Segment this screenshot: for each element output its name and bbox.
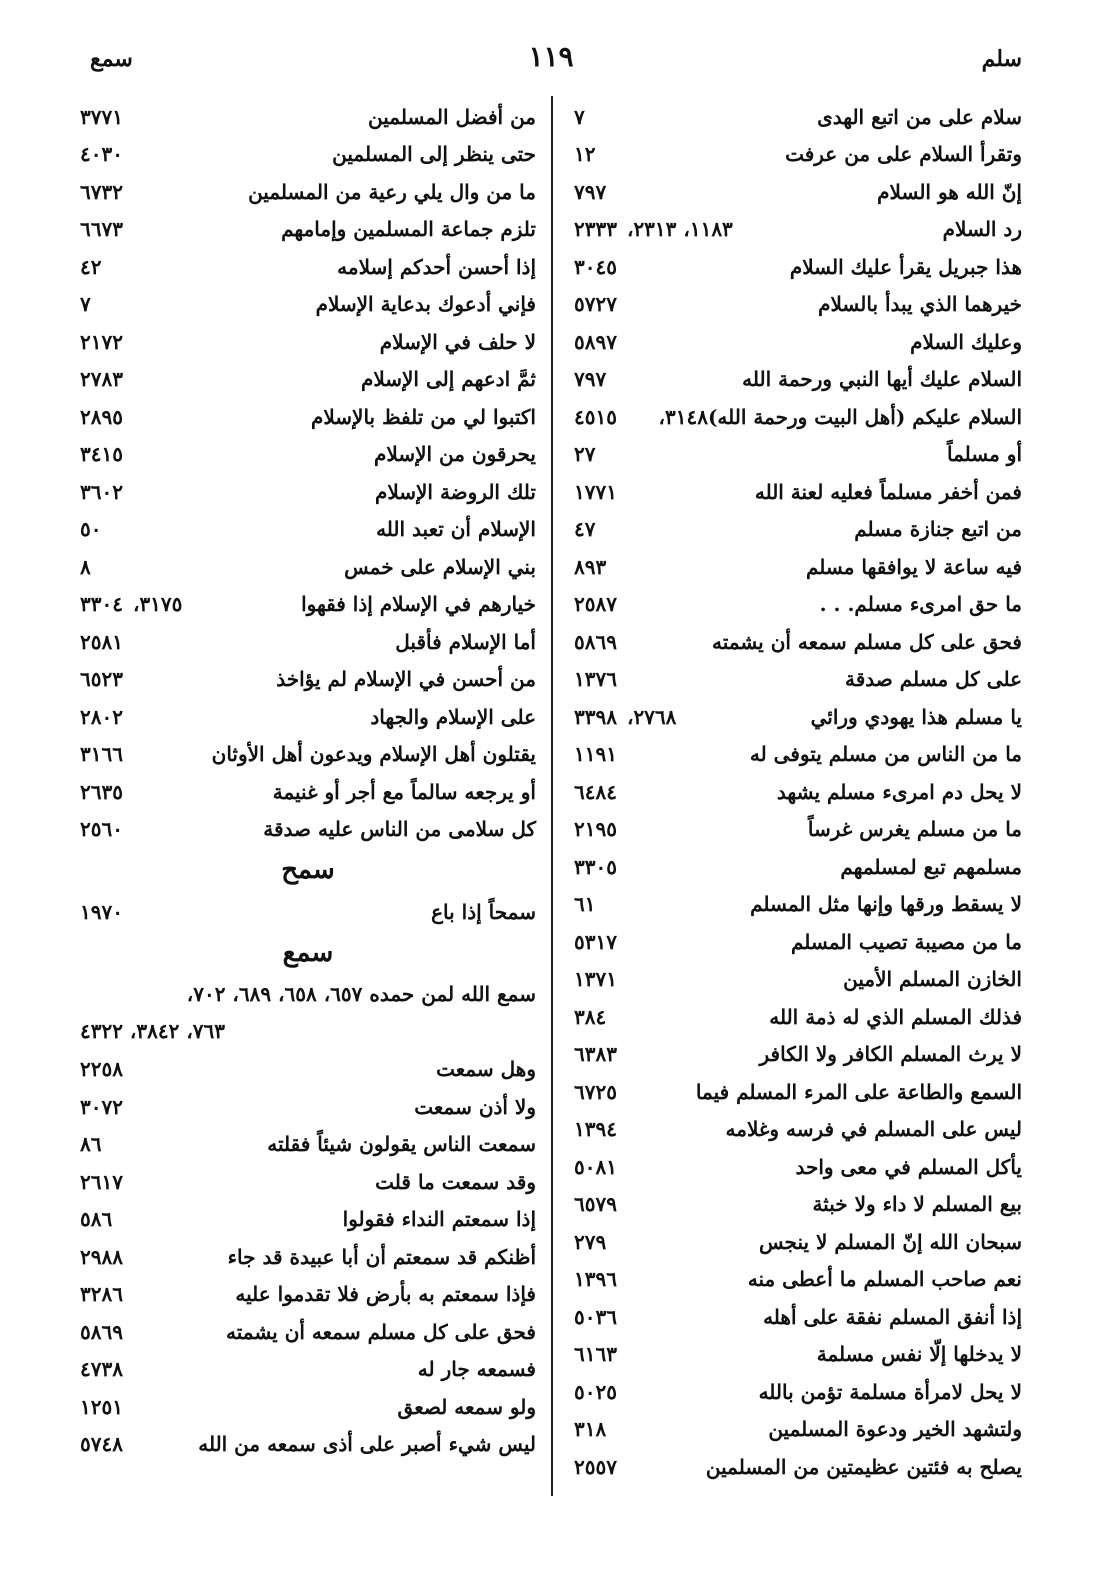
entry-reference-number: ٦٥٢٣ bbox=[80, 667, 123, 692]
index-entry bbox=[80, 248, 536, 286]
entry-text: فإذا سمعتم به بأرض فلا تقدموا عليه bbox=[235, 1282, 536, 1307]
entry-reference-number: ٨٦ bbox=[80, 1132, 102, 1157]
entry-text: الخازن المسلم الأمين bbox=[843, 967, 1022, 992]
entry-text: ولا أذن سمعت bbox=[414, 1094, 536, 1119]
entry-text: على كل مسلم صدقة bbox=[844, 667, 1022, 692]
index-entry bbox=[574, 548, 1022, 586]
entry-reference-number: ٦٤٨٤ bbox=[574, 779, 617, 804]
entry-text: إذا سمعتم النداء فقولوا bbox=[342, 1207, 536, 1232]
entry-text: أو يرجعه سالماً مع أجر أو غنيمة bbox=[272, 779, 536, 804]
entry-reference-number: ٧٩٧ bbox=[574, 179, 607, 204]
index-entry bbox=[574, 1298, 1022, 1336]
index-entry bbox=[574, 886, 1022, 924]
index-entry bbox=[574, 1186, 1022, 1224]
entry-reference-number: ٣٣٩٨ bbox=[574, 704, 617, 729]
index-entry bbox=[574, 1261, 1022, 1299]
index-entry bbox=[80, 511, 536, 549]
index-entry bbox=[574, 173, 1022, 211]
entry-text: لا يسقط ورقها وإنها مثل المسلم bbox=[750, 892, 1022, 917]
entry-reference-number: ٢٥٨٧ bbox=[574, 592, 617, 617]
index-entry bbox=[80, 1351, 536, 1389]
index-entry bbox=[80, 323, 536, 361]
index-entry bbox=[574, 961, 1022, 999]
entry-text: يحرقون من الإسلام bbox=[374, 442, 536, 467]
entry-reference-number: ١٣٩٦ bbox=[574, 1267, 617, 1292]
index-entry bbox=[574, 1036, 1022, 1074]
entry-reference-number: ٥٨٦٩ bbox=[574, 629, 617, 654]
entry-reference-number: ٤٧٣٨ bbox=[80, 1357, 123, 1382]
section-heading-samh: سمح bbox=[281, 855, 335, 885]
left-column bbox=[80, 98, 536, 1463]
index-entry bbox=[80, 548, 536, 586]
entry-reference-number: ٣٢٨٦ bbox=[80, 1282, 123, 1307]
entry-reference-number: ١٧٧١ bbox=[574, 479, 617, 504]
index-entry bbox=[574, 1448, 1022, 1486]
index-entry bbox=[574, 136, 1022, 174]
entry-text: فحق على كل مسلم سمعه أن يشمته bbox=[226, 1319, 536, 1344]
entry-reference-number: ٣١٨ bbox=[574, 1417, 607, 1442]
entry-reference-number: ١٣٧١ bbox=[574, 967, 617, 992]
index-entry bbox=[80, 98, 536, 136]
index-entry bbox=[574, 436, 1022, 474]
index-entry bbox=[574, 736, 1022, 774]
index-entry bbox=[80, 1313, 536, 1351]
entry-reference-number: ٢٦١٧ bbox=[80, 1169, 123, 1194]
index-entry bbox=[80, 1088, 536, 1126]
entry-reference-number: ٣٨٤ bbox=[574, 1004, 607, 1029]
entry-text: ثمَّ ادعهم إلى الإسلام bbox=[360, 367, 536, 392]
index-entry bbox=[574, 1223, 1022, 1261]
index-entry bbox=[80, 436, 536, 474]
entry-text: فسمعه جار له bbox=[417, 1357, 536, 1382]
column-divider bbox=[551, 96, 553, 1496]
entry-reference-number: ٦١ bbox=[574, 892, 596, 917]
entry-reference-number: ٢٣٣٣ bbox=[574, 217, 617, 242]
entry-text: رد السلام bbox=[942, 217, 1022, 242]
entry-text: سمعت الناس يقولون شيئاً فقلته bbox=[267, 1132, 536, 1157]
index-entry bbox=[574, 473, 1022, 511]
left-column-samh-entries bbox=[80, 893, 536, 931]
index-entry bbox=[574, 661, 1022, 699]
entry-text: وهل سمعت bbox=[436, 1057, 536, 1082]
entry-reference-number: ١١٩١ bbox=[574, 742, 617, 767]
entry-text: السمع والطاعة على المرء المسلم فيما bbox=[695, 1079, 1022, 1104]
index-entry bbox=[574, 998, 1022, 1036]
entry-text: سبحان الله إنّ المسلم لا ينجس bbox=[759, 1229, 1022, 1254]
index-entry bbox=[80, 211, 536, 249]
entry-reference-number: ٥٠٣٦ bbox=[574, 1304, 617, 1329]
entry-text: السلام عليكم (أهل البيت ورحمة الله)٣١٤٨، bbox=[658, 404, 1022, 429]
entry-text: مسلمهم تبع لمسلمهم bbox=[840, 854, 1022, 879]
entry-text: أظنكم قد سمعتم أن أبا عبيدة قد جاء bbox=[227, 1244, 536, 1269]
entry-reference-number: ٣٣٠٤ bbox=[80, 592, 123, 617]
page-header bbox=[80, 40, 1022, 80]
entry-reference-number: ٥٠٢٥ bbox=[574, 1379, 617, 1404]
index-entry bbox=[80, 661, 536, 699]
entry-text: تلزم جماعة المسلمين وإمامهم bbox=[281, 217, 536, 242]
entry-reference-number: ٨ bbox=[80, 554, 91, 579]
index-entry bbox=[80, 1126, 536, 1164]
entry-text: حتى ينظر إلى المسلمين bbox=[332, 142, 536, 167]
sami-line-1: سمع الله لمن حمده ٦٥٧، ٦٥٨، ٦٨٩، ٧٠٢، bbox=[186, 981, 536, 1006]
entry-reference-number: ٦٦٧٣ bbox=[80, 217, 123, 242]
entry-reference-number: ٢٨٠٢ bbox=[80, 704, 123, 729]
entry-text: ليس شيء أصبر على أذى سمعه من الله bbox=[198, 1432, 536, 1457]
entry-text: ولتشهد الخير ودعوة المسلمين bbox=[768, 1417, 1022, 1442]
entry-reference-number: ٣٠٧٢ bbox=[80, 1094, 123, 1119]
index-entry bbox=[574, 98, 1022, 136]
index-entry bbox=[80, 398, 536, 436]
entry-reference-number: ٣٤١٥ bbox=[80, 442, 123, 467]
entry-reference-number: ١٣٧٦ bbox=[574, 667, 617, 692]
entry-text: لا يحل لامرأة مسلمة تؤمن بالله bbox=[758, 1379, 1022, 1404]
index-entry bbox=[574, 361, 1022, 399]
index-entry bbox=[80, 473, 536, 511]
entry-reference-number: ٤٢ bbox=[80, 254, 102, 279]
entry-text: يا مسلم هذا يهودي ورائي bbox=[810, 704, 1022, 729]
entry-reference-number: ٧ bbox=[574, 104, 585, 129]
entry-text: ما من الناس من مسلم يتوفى له bbox=[749, 742, 1022, 767]
entry-text: بيع المسلم لا داء ولا خبثة bbox=[812, 1192, 1022, 1217]
index-entry bbox=[80, 1388, 536, 1426]
entry-reference-number: ٤٧ bbox=[574, 517, 596, 542]
entry-extra-refs: ١١٨٣، ٢٣١٣، bbox=[626, 217, 733, 242]
entry-text: بني الإسلام على خمس bbox=[344, 554, 536, 579]
entry-reference-number: ٥٧٢٧ bbox=[574, 292, 617, 317]
entry-reference-number: ٥٨٦ bbox=[80, 1207, 113, 1232]
index-entry bbox=[574, 698, 1022, 736]
entry-text: اكتبوا لي من تلفظ بالإسلام bbox=[310, 404, 536, 429]
entry-text: من اتبع جنازة مسلم bbox=[854, 517, 1022, 542]
index-entry bbox=[574, 1111, 1022, 1149]
entry-text: لا يرث المسلم الكافر ولا الكافر bbox=[759, 1042, 1022, 1067]
entry-text: فيه ساعة لا يوافقها مسلم bbox=[805, 554, 1022, 579]
index-entry bbox=[80, 136, 536, 174]
index-entry bbox=[574, 323, 1022, 361]
entry-text: ما حق امرىء مسلم. . . bbox=[819, 592, 1022, 617]
entry-reference-number: ٦٥٧٩ bbox=[574, 1192, 617, 1217]
index-entry bbox=[80, 698, 536, 736]
page-number: ١١٩ bbox=[528, 40, 574, 73]
entry-text: على الإسلام والجهاد bbox=[370, 704, 536, 729]
entry-reference-number: ٢٥٦٠ bbox=[80, 817, 123, 842]
entry-text: ليس على المسلم في فرسه وغلامه bbox=[725, 1117, 1022, 1142]
entry-text: لا حلف في الإسلام bbox=[379, 329, 536, 354]
entry-reference-number: ٧٩٧ bbox=[574, 367, 607, 392]
index-entry bbox=[574, 848, 1022, 886]
entry-extra-refs: ٢٧٦٨، bbox=[626, 704, 677, 729]
entry-text: كل سلامى من الناس عليه صدقة bbox=[263, 817, 536, 842]
entry-text: أو مسلماً bbox=[946, 442, 1022, 467]
entry-reference-number: ١٢ bbox=[574, 142, 596, 167]
entry-reference-number: ٤٠٣٠ bbox=[80, 142, 123, 167]
entry-text: فمن أخفر مسلماً فعليه لعنة الله bbox=[754, 479, 1022, 504]
entry-reference-number: ١٣٩٤ bbox=[574, 1117, 617, 1142]
entry-reference-number: ٢٩٨٨ bbox=[80, 1244, 123, 1269]
entry-text: وتقرأ السلام على من عرفت bbox=[785, 142, 1022, 167]
index-entry bbox=[80, 361, 536, 399]
index-entry bbox=[574, 586, 1022, 624]
entry-text: لا يدخلها إلّا نفس مسلمة bbox=[816, 1342, 1022, 1367]
entry-text: من أفضل المسلمين bbox=[368, 104, 536, 129]
entry-extra-refs: ٣١٧٥، bbox=[132, 592, 183, 617]
entry-text: وعليك السلام bbox=[910, 329, 1022, 354]
entry-reference-number: ٢١٩٥ bbox=[574, 817, 617, 842]
index-entry bbox=[80, 1163, 536, 1201]
index-entry bbox=[574, 923, 1022, 961]
entry-text: سمحاً إذا باع bbox=[431, 899, 536, 924]
sami-line-2: ٧٦٣، ٣٨٤٢، ٤٣٢٢ bbox=[80, 1019, 226, 1043]
entry-text: السلام عليك أيها النبي ورحمة الله bbox=[742, 367, 1022, 392]
entry-reference-number: ٦٣٨٣ bbox=[574, 1042, 617, 1067]
entry-reference-number: ٢٧٩ bbox=[574, 1229, 607, 1254]
left-column-islam-entries bbox=[80, 98, 536, 848]
entry-text: ما من مسلم يغرس غرساً bbox=[807, 817, 1022, 842]
entry-reference-number: ١٢٥١ bbox=[80, 1394, 123, 1419]
entry-reference-number: ٧ bbox=[80, 292, 91, 317]
entry-text: خيارهم في الإسلام إذا فقهوا bbox=[301, 592, 536, 617]
left-column-sami-entries bbox=[80, 1051, 536, 1464]
entry-text: فإني أدعوك بدعاية الإسلام bbox=[315, 292, 536, 317]
index-entry bbox=[80, 1276, 536, 1314]
index-entry bbox=[80, 773, 536, 811]
entry-reference-number: ٣٣٠٥ bbox=[574, 854, 617, 879]
index-entry bbox=[574, 1148, 1022, 1186]
index-entry bbox=[574, 1336, 1022, 1374]
entry-text: هذا جبريل يقرأ عليك السلام bbox=[789, 254, 1022, 279]
index-entry bbox=[574, 1411, 1022, 1449]
index-entry bbox=[80, 1201, 536, 1239]
entry-reference-number: ٣٦٠٢ bbox=[80, 479, 123, 504]
entry-text: خيرهما الذي يبدأ بالسلام bbox=[818, 292, 1022, 317]
index-entry bbox=[574, 286, 1022, 324]
entry-text: يأكل المسلم في معى واحد bbox=[795, 1154, 1022, 1179]
index-entry bbox=[80, 893, 536, 931]
entry-reference-number: ٥٨٩٧ bbox=[574, 329, 617, 354]
index-entry bbox=[80, 1426, 536, 1464]
sami-multiline-entry bbox=[80, 976, 536, 1051]
index-entry bbox=[80, 811, 536, 849]
entry-text: فذلك المسلم الذي له ذمة الله bbox=[769, 1004, 1022, 1029]
entry-text: من أحسن في الإسلام لم يؤاخذ bbox=[276, 667, 536, 692]
index-entry bbox=[574, 773, 1022, 811]
entry-text: يقتلون أهل الإسلام ويدعون أهل الأوثان bbox=[211, 742, 536, 767]
entry-reference-number: ١٩٧٠ bbox=[80, 899, 123, 924]
entry-text: ما من وال يلي رعية من المسلمين bbox=[248, 179, 536, 204]
section-heading-sami: سمع bbox=[282, 937, 334, 968]
entry-reference-number: ٢٧٨٣ bbox=[80, 367, 123, 392]
entry-reference-number: ٣٠٤٥ bbox=[574, 254, 617, 279]
entry-reference-number: ٥٠ bbox=[80, 517, 102, 542]
index-entry bbox=[80, 736, 536, 774]
header-right-keyword: سلم bbox=[981, 46, 1022, 72]
entry-reference-number: ٥٠٨١ bbox=[574, 1154, 617, 1179]
entry-text: إنّ الله هو السلام bbox=[877, 179, 1022, 204]
index-entry bbox=[574, 811, 1022, 849]
index-entry bbox=[574, 398, 1022, 436]
index-entry bbox=[574, 511, 1022, 549]
entry-text: فحق على كل مسلم سمعه أن يشمته bbox=[712, 629, 1022, 654]
index-entry bbox=[80, 1051, 536, 1089]
header-left-keyword: سمع bbox=[90, 46, 133, 72]
entry-text: وقد سمعت ما قلت bbox=[375, 1169, 536, 1194]
entry-reference-number: ٦٧٣٢ bbox=[80, 179, 123, 204]
entry-reference-number: ٢٦٣٥ bbox=[80, 779, 123, 804]
index-entry bbox=[80, 586, 536, 624]
index-entry bbox=[80, 286, 536, 324]
index-entry bbox=[80, 1238, 536, 1276]
entry-reference-number: ٢٥٥٧ bbox=[574, 1454, 617, 1479]
entry-text: إذا أحسن أحدكم إسلامه bbox=[337, 254, 536, 279]
entry-reference-number: ٢٥٨١ bbox=[80, 629, 123, 654]
index-entry bbox=[80, 623, 536, 661]
entry-reference-number: ٥٨٦٩ bbox=[80, 1319, 123, 1344]
index-entry bbox=[574, 248, 1022, 286]
entry-text: إذا أنفق المسلم نفقة على أهله bbox=[763, 1304, 1022, 1329]
entry-text: نعم صاحب المسلم ما أعطى منه bbox=[747, 1267, 1022, 1292]
entry-reference-number: ٨٩٣ bbox=[574, 554, 607, 579]
entry-text: ما من مصيبة تصيب المسلم bbox=[790, 929, 1022, 954]
index-entry bbox=[574, 1373, 1022, 1411]
index-entry bbox=[574, 211, 1022, 249]
right-column bbox=[574, 98, 1022, 1486]
index-entry bbox=[80, 173, 536, 211]
entry-text: سلام على من اتبع الهدى bbox=[817, 104, 1022, 129]
entry-text: تلك الروضة الإسلام bbox=[374, 479, 536, 504]
entry-reference-number: ٣٧٧١ bbox=[80, 104, 123, 129]
entry-reference-number: ٦٧٢٥ bbox=[574, 1079, 617, 1104]
entry-text: ولو سمعه لصعق bbox=[397, 1394, 536, 1419]
entry-reference-number: ٢٧ bbox=[574, 442, 596, 467]
entry-reference-number: ٢٢٥٨ bbox=[80, 1057, 123, 1082]
index-entry bbox=[574, 1073, 1022, 1111]
entry-reference-number: ٦١٦٣ bbox=[574, 1342, 617, 1367]
entry-reference-number: ٣١٦٦ bbox=[80, 742, 123, 767]
entry-reference-number: ٤٥١٥ bbox=[574, 404, 617, 429]
entry-text: لا يحل دم امرىء مسلم يشهد bbox=[776, 779, 1022, 804]
entry-reference-number: ٢٨٩٥ bbox=[80, 404, 123, 429]
entry-text: يصلح به فئتين عظيمتين من المسلمين bbox=[705, 1454, 1022, 1479]
entry-text: الإسلام أن تعبد الله bbox=[376, 517, 536, 542]
entry-text: أما الإسلام فأقبل bbox=[395, 629, 536, 654]
entry-reference-number: ٥٣١٧ bbox=[574, 929, 617, 954]
entry-reference-number: ٥٧٤٨ bbox=[80, 1432, 123, 1457]
entry-reference-number: ٢١٧٢ bbox=[80, 329, 123, 354]
index-entry bbox=[574, 623, 1022, 661]
